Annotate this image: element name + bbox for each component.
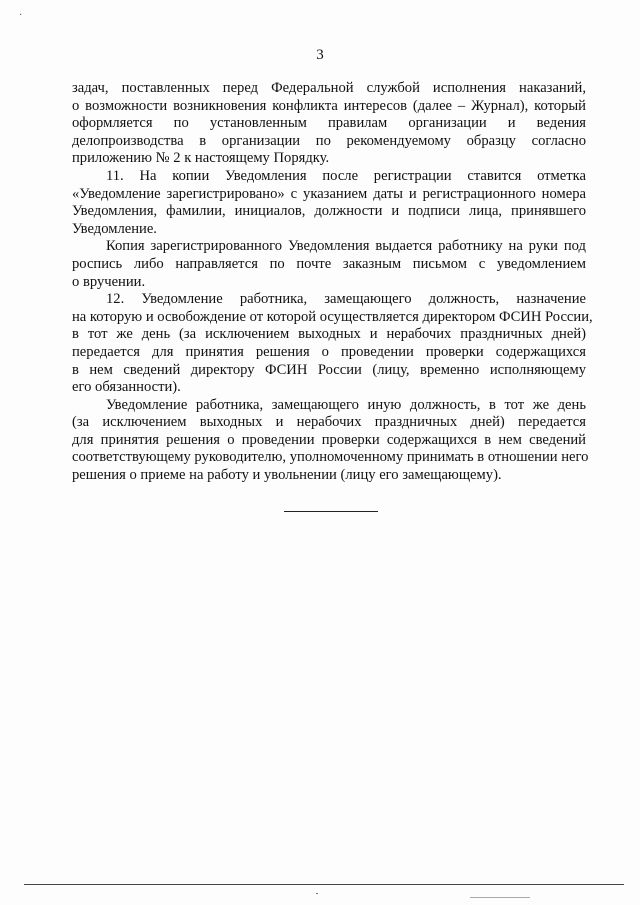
text-line: Уведомления, фамилии, инициалов, должности и подписи лица, принявшего (72, 203, 586, 220)
scan-mark: · (19, 10, 23, 21)
text-line: его обязанности). (72, 379, 181, 396)
text-line: приложению № 2 к настоящему Порядку. (72, 150, 330, 167)
text-line: решения о приеме на работу и увольнении (лицу его замещающему). (72, 467, 502, 484)
text-line: о возможности возникновения конфликта интересов (далее – Журнал), который (72, 97, 586, 114)
closing-rule-divider (284, 511, 378, 512)
text-line: оформляется по установленным правилам организации и ведения (72, 115, 586, 132)
text-line: делопроизводства в организации по рекомендуемому образцу согласно (72, 132, 586, 149)
paragraph-other-positions (72, 396, 589, 485)
text-line: Уведомление работника, замещающего иную должность, в тот же день (106, 396, 586, 413)
text-line: Копия зарегистрированного Уведомления выдается работнику на руки под (106, 238, 586, 255)
scan-speck (470, 897, 530, 898)
text-line: «Уведомление зарегистрировано» с указанием даты и регистрационного номера (72, 185, 586, 202)
paragraph-journal-continuation (72, 80, 586, 168)
text-line: для принятия решения о проведении проверки содержащихся в нем сведений (72, 431, 586, 448)
text-line: роспись либо направляется по почте заказным письмом с уведомлением (72, 255, 586, 272)
text-line: (за исключением выходных и нерабочих праздничных дней) передается (72, 414, 586, 431)
text-line: в тот же день (за исключением выходных и нерабочих праздничных дней) (72, 326, 586, 343)
page-number: 3 (316, 47, 324, 63)
text-line: 12. Уведомление работника, замещающего должность, назначение (106, 291, 586, 308)
text-line: задач, поставленных перед Федеральной службой исполнения наказаний, (72, 80, 586, 96)
text-line: о вручении. (72, 273, 146, 290)
scan-edge-line (24, 884, 624, 885)
paragraph-item-12 (72, 291, 593, 397)
text-line: соответствующему руководителю, уполномоченному принимать в отношении него (72, 449, 589, 466)
paragraph-item-11 (72, 168, 586, 238)
text-line: передается для принятия решения о проведении проверки содержащихся (72, 343, 586, 360)
text-line: в нем сведений директору ФСИН России (лицу, временно исполняющему (72, 361, 586, 378)
text-line: Уведомление. (72, 220, 157, 237)
text-line: на которую и освобождение от которой осуществляется директором ФСИН России, (72, 308, 593, 325)
text-line: 11. На копии Уведомления после регистрации ставится отметка (106, 167, 586, 184)
body-text (72, 80, 593, 485)
paragraph-copy-issued (72, 238, 586, 291)
scan-speck (316, 893, 318, 894)
